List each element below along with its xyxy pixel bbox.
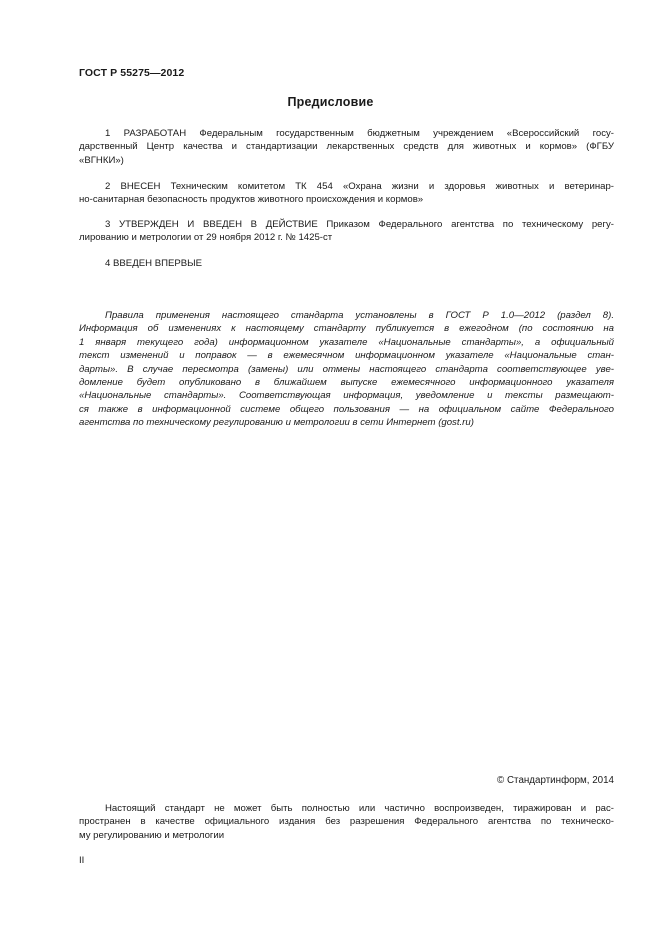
section-line: лированию и метрологии от 29 ноября 2012 г. № 1425-ст <box>79 232 333 244</box>
reproduction-line: му регулированию и метрологии <box>79 829 225 841</box>
notice-line: ся также в информационной системе общего пользования — на официальном сайте Федерального <box>79 403 614 415</box>
reproduction-line: Настоящий стандарт не может быть полностью или частично воспроизведен, тиражирован и рас- <box>105 803 614 814</box>
section-developed <box>79 127 614 167</box>
section-introduced <box>79 180 614 207</box>
section-approved <box>79 218 614 245</box>
notice-line: 1 января текущего года) информационном указателе «Национальные стандарты», а официальный <box>79 336 614 348</box>
copyright-notice: © Стандартинформ, 2014 <box>497 775 614 786</box>
notice-line: Информация об изменениях к настоящему стандарту публикуется в ежегодном (по состоянию на <box>79 323 614 335</box>
section-line: 4 ВВЕДЕН ВПЕРВЫЕ <box>105 258 203 269</box>
notice-line: «Национальные стандарты». Соответствующая информация, уведомление и тексты размещают- <box>79 390 614 402</box>
notice-line: текст изменений и поправок — в ежемесячном информационном указателе «Национальные стан- <box>79 350 614 362</box>
notice-line: домление будет опубликовано в ближайшем выпуске ежемесячного информационного указателя <box>79 377 614 389</box>
document-id: ГОСТ Р 55275—2012 <box>79 67 185 79</box>
section-line: но-санитарная безопасность продуктов животного происхождения и кормов» <box>79 194 424 206</box>
notice-line: дарты». В случае пересмотра (замены) или отмены настоящего стандарта соответствующее уве- <box>79 363 614 375</box>
section-line: 2 ВНЕСЕН Техническим комитетом ТК 454 «Охрана жизни и здоровья животных и ветеринар- <box>105 181 614 192</box>
section-line: 1 РАЗРАБОТАН Федеральным государственным бюджетным учреждением «Всероссийский госу- <box>105 128 614 139</box>
page-number: II <box>79 855 85 866</box>
notice-line: агентства по техническому регулированию и метрологии в сети Интернет (gost.ru) <box>79 417 474 429</box>
section-line: дарственный Центр качества и стандартизации лекарственных средств для животных и кормов» (ФГБУ <box>79 141 614 153</box>
section-line: 3 УТВЕРЖДЕН И ВВЕДЕН В ДЕЙСТВИЕ Приказом Федерального агентства по техническому регу- <box>105 219 614 230</box>
page-title: Предисловие <box>287 95 374 109</box>
reproduction-notice <box>79 802 614 842</box>
notice-line: Правила применения настоящего стандарта установлены в ГОСТ Р 1.0—2012 (раздел 8). <box>105 310 614 321</box>
reproduction-line: пространен в качестве официального издания без разрешения Федерального агентства по техническо- <box>79 816 614 828</box>
section-first-introduced <box>79 257 614 270</box>
application-rules-notice <box>79 309 614 430</box>
section-line: «ВГНКИ») <box>79 154 124 166</box>
